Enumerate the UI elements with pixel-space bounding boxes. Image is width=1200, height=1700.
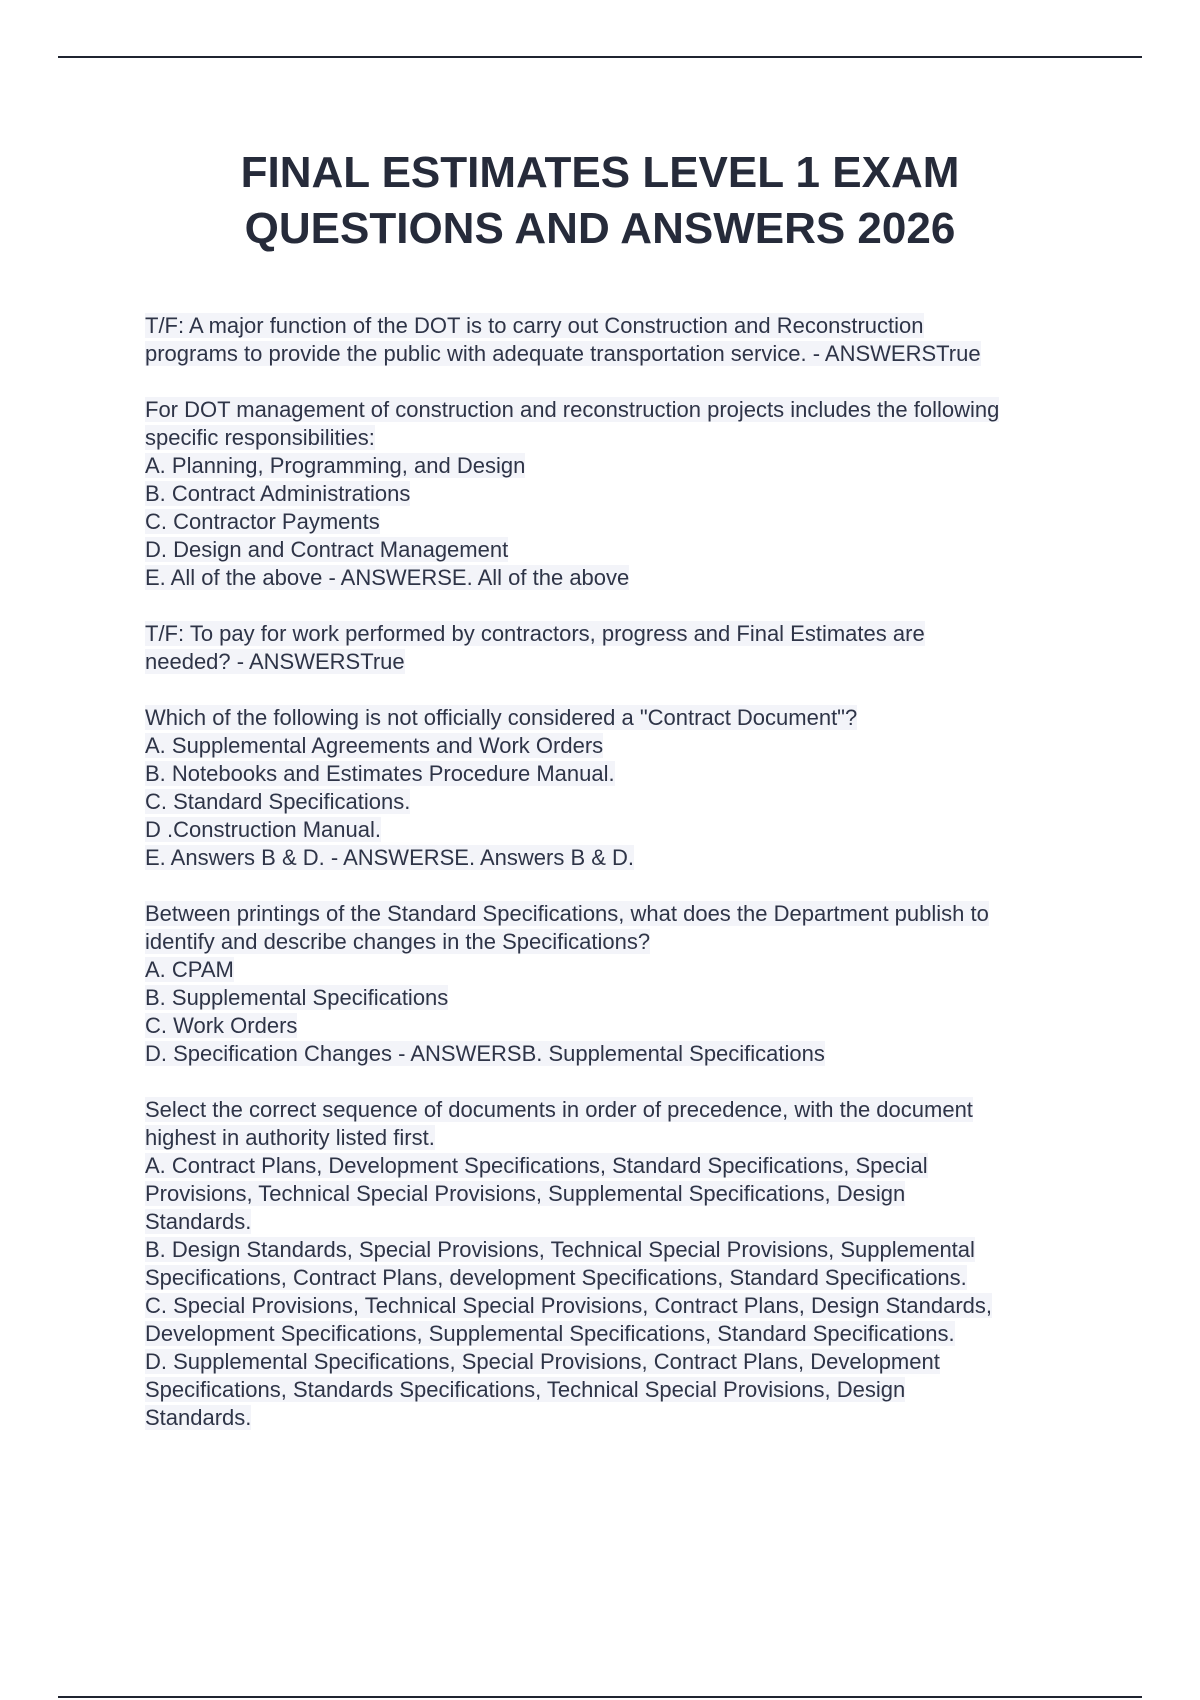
option-e-answer: E. Answers B & D. - ANSWERSE. Answers B & D. — [145, 845, 635, 870]
option-d-answer: D. Specification Changes - ANSWERSB. Supplemental Specifications — [145, 1041, 825, 1066]
option-c: C. Special Provisions, Technical Special Provisions, Contract Plans, Design Standards, — [145, 1293, 992, 1318]
header-rule — [58, 56, 1142, 58]
text-line: T/F: A major function of the DOT is to carry out Construction and Reconstruction — [145, 313, 924, 338]
option-d-cont: Specifications, Standards Specifications, Technical Special Provisions, Design — [145, 1377, 906, 1402]
option-a-cont: Provisions, Technical Special Provisions, Supplemental Specifications, Design — [145, 1181, 906, 1206]
text-line: Which of the following is not officially considered a "Contract Document"? — [145, 705, 858, 730]
text-line: specific responsibilities: — [145, 425, 375, 450]
question-2 — [145, 396, 1095, 592]
document-body — [145, 312, 1095, 1460]
option-d: D. Design and Contract Management — [145, 537, 509, 562]
option-c: C. Work Orders — [145, 1013, 298, 1038]
option-d: D. Supplemental Specifications, Special Provisions, Contract Plans, Development — [145, 1349, 940, 1374]
text-line: Between printings of the Standard Specifications, what does the Department publish to — [145, 901, 989, 926]
option-a-cont: Standards. — [145, 1209, 252, 1234]
document-title-line-1: FINAL ESTIMATES LEVEL 1 EXAM — [240, 148, 960, 197]
option-c: C. Standard Specifications. — [145, 789, 411, 814]
option-b: B. Supplemental Specifications — [145, 985, 449, 1010]
option-c-cont: Development Specifications, Supplemental Specifications, Standard Specifications. — [145, 1321, 955, 1346]
text-line: programs to provide the public with adequate transportation service. - ANSWERSTrue — [145, 341, 981, 366]
text-line: needed? - ANSWERSTrue — [145, 649, 405, 674]
question-1 — [145, 312, 1095, 368]
option-b: B. Contract Administrations — [145, 481, 411, 506]
option-a: A. Contract Plans, Development Specifications, Standard Specifications, Special — [145, 1153, 928, 1178]
text-line: Select the correct sequence of documents in order of precedence, with the document — [145, 1097, 973, 1122]
option-b: B. Notebooks and Estimates Procedure Manual. — [145, 761, 615, 786]
option-c: C. Contractor Payments — [145, 509, 380, 534]
text-line: identify and describe changes in the Specifications? — [145, 929, 651, 954]
question-3 — [145, 620, 1095, 676]
option-b: B. Design Standards, Special Provisions, Technical Special Provisions, Supplemental — [145, 1237, 975, 1262]
option-a: A. Supplemental Agreements and Work Orders — [145, 733, 604, 758]
text-line: For DOT management of construction and reconstruction projects includes the following — [145, 397, 1000, 422]
option-d: D .Construction Manual. — [145, 817, 381, 842]
document-title — [0, 145, 1200, 257]
option-a: A. Planning, Programming, and Design — [145, 453, 526, 478]
document-title-line-2: QUESTIONS AND ANSWERS 2026 — [244, 204, 956, 253]
text-line: highest in authority listed first. — [145, 1125, 435, 1150]
question-6 — [145, 1096, 1095, 1432]
text-line: T/F: To pay for work performed by contractors, progress and Final Estimates are — [145, 621, 925, 646]
option-a: A. CPAM — [145, 957, 234, 982]
option-e-answer: E. All of the above - ANSWERSE. All of the above — [145, 565, 630, 590]
option-d-cont: Standards. — [145, 1405, 252, 1430]
question-5 — [145, 900, 1095, 1068]
question-4 — [145, 704, 1095, 872]
option-b-cont: Specifications, Contract Plans, development Specifications, Standard Specifications. — [145, 1265, 967, 1290]
footer-rule — [58, 1696, 1142, 1698]
